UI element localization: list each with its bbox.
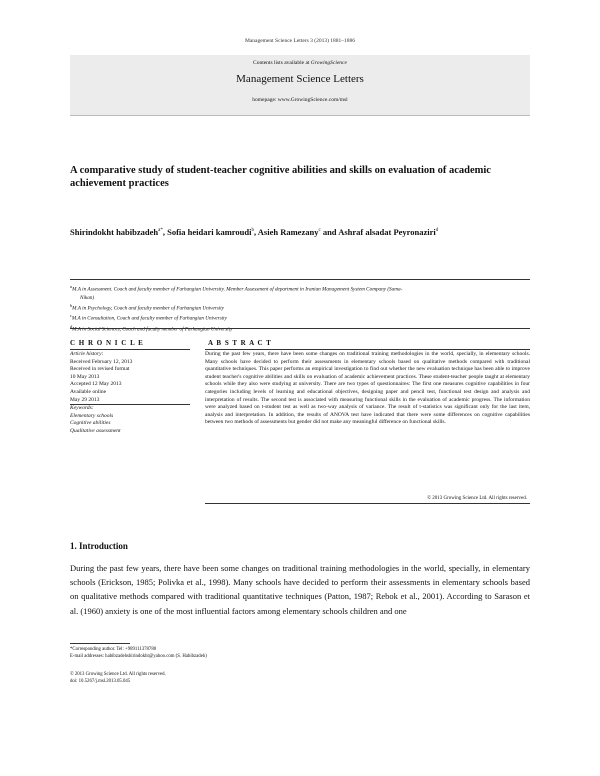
footer-copyright: © 2013 Growing Science Ltd. All rights reserved.	[70, 672, 166, 677]
history-entry: May 29 2013	[70, 396, 100, 403]
author-name: Ashraf alsadat Peyronaziri	[338, 227, 436, 237]
abstract-text: During the past few years, there have been some changes on traditional training methodologies in the world, specially, in elementary schools. Many schools have decided to perform their assessments in elementary schools based on qualitative methods compared with traditional quantitative techniques. This paper performs an empirical investigation to find out whether the new evaluation technique has been able to improve student teacher's cognitive abilities and skills on evaluation of academic achievement practices. These student-teacher people taught at elementary schools while they also were studying at university. There are two types of questionnaires: The first one measures cognitive capabilities in four categories including levels of learning and educational objectives, designing paper and pencil test, functional test design and analysis and interpretation of results. The second test is associated with measuring functional skills in the evaluation of academic progress. The information were analyzed based on t-student test as well as two-way analysis of variance. The result of t-statistics was significant only for the last item, analysis and interpretation. In addition, the results of ANOVA test have indicated that there were some differences on cognitive capabilities between two methods of assessments but gender did not make any meaningful difference on functional skills.	[205, 351, 530, 426]
affiliation-top-rule	[70, 279, 530, 280]
abstract-copyright: © 2013 Growing Science Ltd. All rights reserved.	[427, 496, 527, 501]
author-separator: ,	[162, 227, 168, 237]
author-affiliation-mark: a*	[158, 228, 163, 234]
journal-homepage: homepage: www.GrowingScience.com/msl	[252, 97, 348, 103]
affiliation-item	[70, 312, 530, 323]
article-title: A comparative study of student-teacher cognitive abilities and skills on evaluation of academic achievement practices	[70, 165, 491, 189]
chronicle-rule	[70, 349, 190, 350]
article-history-label: Article history:	[70, 351, 104, 357]
history-entry: Available online	[70, 388, 107, 395]
affiliation-text: M.A in Assessment. Coach and faculty member of Farhangian University. Member Assessment of department in Iranian Management System Company (Sama-	[72, 286, 403, 293]
contents-prefix: Contents lists available at	[253, 60, 311, 66]
affiliation-text: Nikan)	[80, 294, 95, 301]
author-separator: and	[320, 227, 339, 237]
affiliation-mark: c	[70, 313, 72, 319]
corresponding-author-note: *Corresponding author. Tel: +989111378780	[70, 647, 157, 652]
author-name: Shirindokht habibzadeh	[70, 227, 159, 237]
affiliation-mark: b	[70, 302, 73, 308]
journal-banner	[70, 55, 530, 116]
footnote-rule	[70, 643, 130, 644]
article-info-sidebar	[70, 351, 190, 436]
affiliation-item	[70, 302, 530, 313]
affiliation-item	[70, 283, 530, 294]
author-name: Asieh Ramezany	[257, 227, 319, 237]
chronicle-heading: C H R O N I C L E	[70, 339, 144, 347]
author-list	[70, 227, 540, 237]
history-entry: Received February 12, 2013	[70, 358, 133, 365]
affiliation-bottom-rule	[70, 328, 530, 329]
abstract-rule	[205, 349, 530, 350]
author-separator: ,	[253, 227, 258, 237]
contents-source: GrowingScience	[310, 60, 347, 66]
abstract-heading: A B S T R A C T	[208, 339, 272, 347]
keyword-item: Qualitative assessment	[70, 427, 121, 434]
affiliation-text: M.A in Consultation, Coach and faculty member of Farhangian University	[71, 316, 227, 323]
keyword-item: Elementary schools	[70, 412, 114, 419]
affiliation-item	[70, 294, 530, 302]
affiliation-text: M.A in Psychology, Coach and faculty member of Farhangian University	[72, 305, 224, 312]
footer-doi: doi: 10.5267/j.msl.2013.05.045	[70, 679, 131, 684]
author-affiliation-mark: d	[435, 228, 439, 234]
author-affiliation-mark: c	[318, 228, 321, 234]
abstract-bottom-rule	[205, 503, 530, 504]
affiliation-mark: d	[70, 324, 73, 330]
introduction-heading: 1. Introduction	[70, 541, 128, 551]
article-history	[70, 359, 190, 405]
history-entry: Received in revised format	[70, 366, 130, 373]
running-header: Management Science Letters 3 (2013) 1881–1886	[244, 38, 356, 44]
introduction-text: During the past few years, there have been some changes on traditional training methodologies in the world, specially, in elementary schools (Erickson, 1985; Polivka et al., 1998). Many schools have decided to perform their assessments in elementary schools based on qualitative methods compared with traditional quantitative techniques (Patton, 1987; Rebok et al., 2001). According to Sarason et al. (1960) anxiety is one of the most influential factors among elementary schools children and one	[70, 563, 530, 616]
keyword-list	[70, 413, 190, 436]
author-name: Sofia heidari kamroudi	[167, 227, 252, 237]
keywords-label: Keywords:	[70, 405, 94, 412]
email-note: E-mail addresses: habibzadehshirindokht@yahoo.com (S. Habibzadeh)	[70, 654, 207, 659]
keyword-item: Cognitive abilities	[70, 420, 111, 427]
journal-title: Management Science Letters	[236, 73, 364, 85]
history-entry: 10 May 2013	[70, 373, 100, 380]
history-entry: Accepted 12 May 2013	[70, 381, 122, 388]
affiliation-list	[70, 283, 530, 334]
affiliation-mark: a	[70, 284, 73, 289]
contents-available-line	[70, 60, 530, 66]
affiliation-text: M.A in Social Sciences, Coach and faculty member of Farhangian University	[72, 326, 233, 333]
author-affiliation-mark: b	[251, 228, 254, 234]
